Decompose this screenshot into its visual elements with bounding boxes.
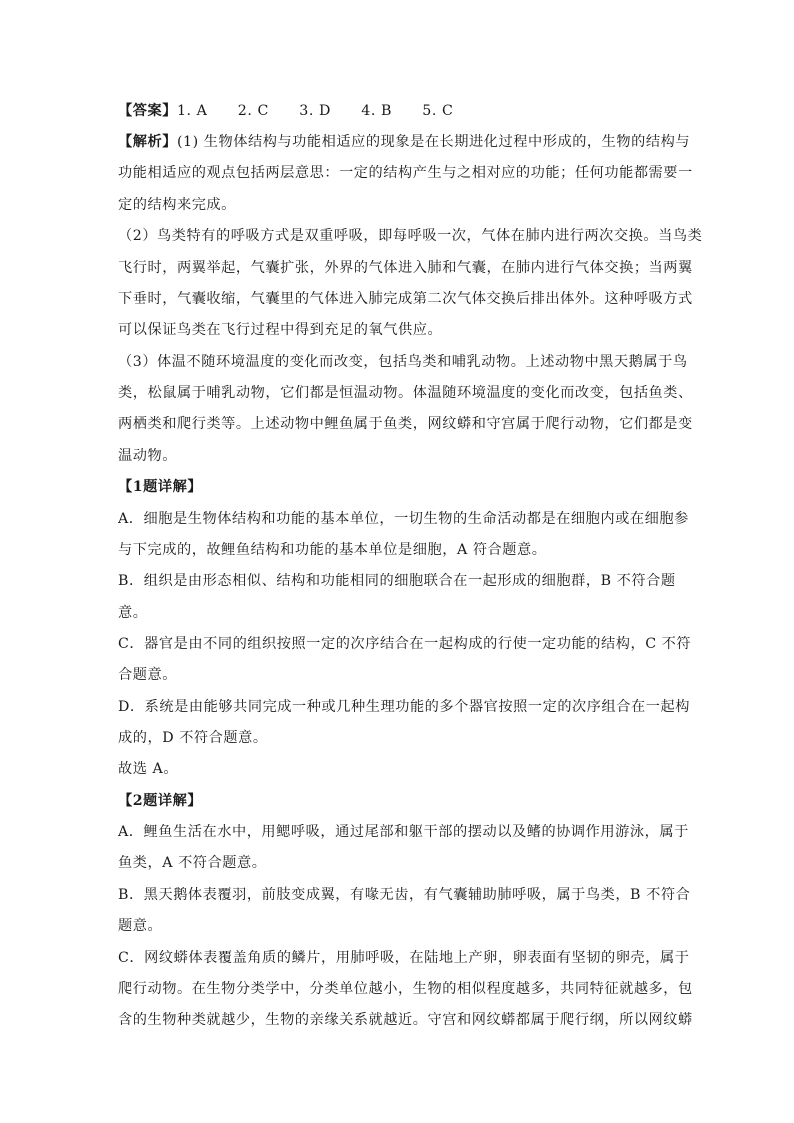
q1-line-9: 故选 A。 xyxy=(118,761,179,777)
analysis-line-5: 飞行时，两翼举起，气囊扩张，外界的气体进入肺和气囊，在肺内进行气体交换；当两翼 xyxy=(118,260,693,276)
analysis-line-11: 温动物。 xyxy=(118,448,177,464)
analysis-line-7: 可以保证鸟类在飞行过程中得到充足的氧气供应。 xyxy=(118,322,443,338)
answer-line xyxy=(118,101,453,121)
analysis-line-4: （2）鸟类特有的呼吸方式是双重呼吸，即每呼吸一次，气体在肺内进行两次交换。当鸟类 xyxy=(118,228,703,244)
analysis-line-9: 类，松鼠属于哺乳动物，它们都是恒温动物。体温随环境温度的变化而改变，包括鱼类、 xyxy=(118,385,693,401)
answer-label: 【答案】 xyxy=(118,103,177,119)
q1-line-3: B．组织是由形态相似、结构和功能相同的细胞联合在一起形成的细胞群，B 不符合题 xyxy=(118,573,676,589)
analysis-label: 【解析】 xyxy=(118,134,177,150)
q1-line-4: 意。 xyxy=(118,605,148,621)
analysis-line-2: 功能相适应的观点包括两层意思：一定的结构产生与之相对应的功能；任何功能都需要一 xyxy=(118,165,693,181)
analysis-line-10: 两栖类和爬行类等。上述动物中鲤鱼属于鱼类，网纹蟒和守宫属于爬行动物，它们都是变 xyxy=(118,416,693,432)
q2-heading: 【2题详解】 xyxy=(118,793,203,809)
analysis-line-6: 下垂时，气囊收缩，气囊里的气体进入肺完成第二次气体交换后排出体外。这种呼吸方式 xyxy=(118,291,693,307)
q2-line-3: B．黑天鹅体表覆羽，前肢变成翼，有喙无齿，有气囊辅助肺呼吸，属于鸟类，B 不符合 xyxy=(118,887,691,903)
q1-heading: 【1题详解】 xyxy=(118,479,203,495)
q1-line-7: D．系统是由能够共同完成一种或几种生理功能的多个器官按照一定的次序组合在一起构 xyxy=(118,699,690,715)
analysis-line-1: 【解析】(1) 生物体结构与功能相适应的现象是在长期进化过程中形成的，生物的结构与 xyxy=(118,134,691,150)
q2-line-4: 题意。 xyxy=(118,918,163,934)
q1-line-8: 成的，D 不符合题意。 xyxy=(118,730,268,746)
q2-line-7: 含的生物种类就越少，生物的亲缘关系就越近。守宫和网纹蟒都属于爬行纲，所以网纹蟒 xyxy=(118,1012,693,1028)
q1-line-1: A．细胞是生物体结构和功能的基本单位，一切生物的生命活动都是在细胞内或在细胞参 xyxy=(118,511,689,527)
q2-line-6: 爬行动物。在生物分类学中，分类单位越小，生物的相似程度越多，共同特征就越多，包 xyxy=(118,981,693,997)
q1-line-2: 与下完成的，故鲤鱼结构和功能的基本单位是细胞，A 符合题意。 xyxy=(118,542,547,558)
answer-text: 1. A 2. C 3. D 4. B 5. C xyxy=(176,103,454,119)
q1-line-5: C．器官是由不同的组织按照一定的次序结合在一起构成的行使一定功能的结构，C 不符 xyxy=(118,636,692,652)
q2-line-1: A．鲤鱼生活在水中，用鳃呼吸，通过尾部和躯干部的摆动以及鳍的协调作用游泳，属于 xyxy=(118,824,689,840)
q2-line-5: C．网纹蟒体表覆盖角质的鳞片，用肺呼吸，在陆地上产卵，卵表面有坚韧的卵壳，属于 xyxy=(118,950,690,966)
q1-line-6: 合题意。 xyxy=(118,667,177,683)
analysis-line-8: （3）体温不随环境温度的变化而改变，包括鸟类和哺乳动物。上述动物中黑天鹅属于鸟 xyxy=(118,354,688,370)
q2-line-2: 鱼类，A 不符合题意。 xyxy=(118,855,267,871)
analysis-line-3: 定的结构来完成。 xyxy=(118,197,236,213)
